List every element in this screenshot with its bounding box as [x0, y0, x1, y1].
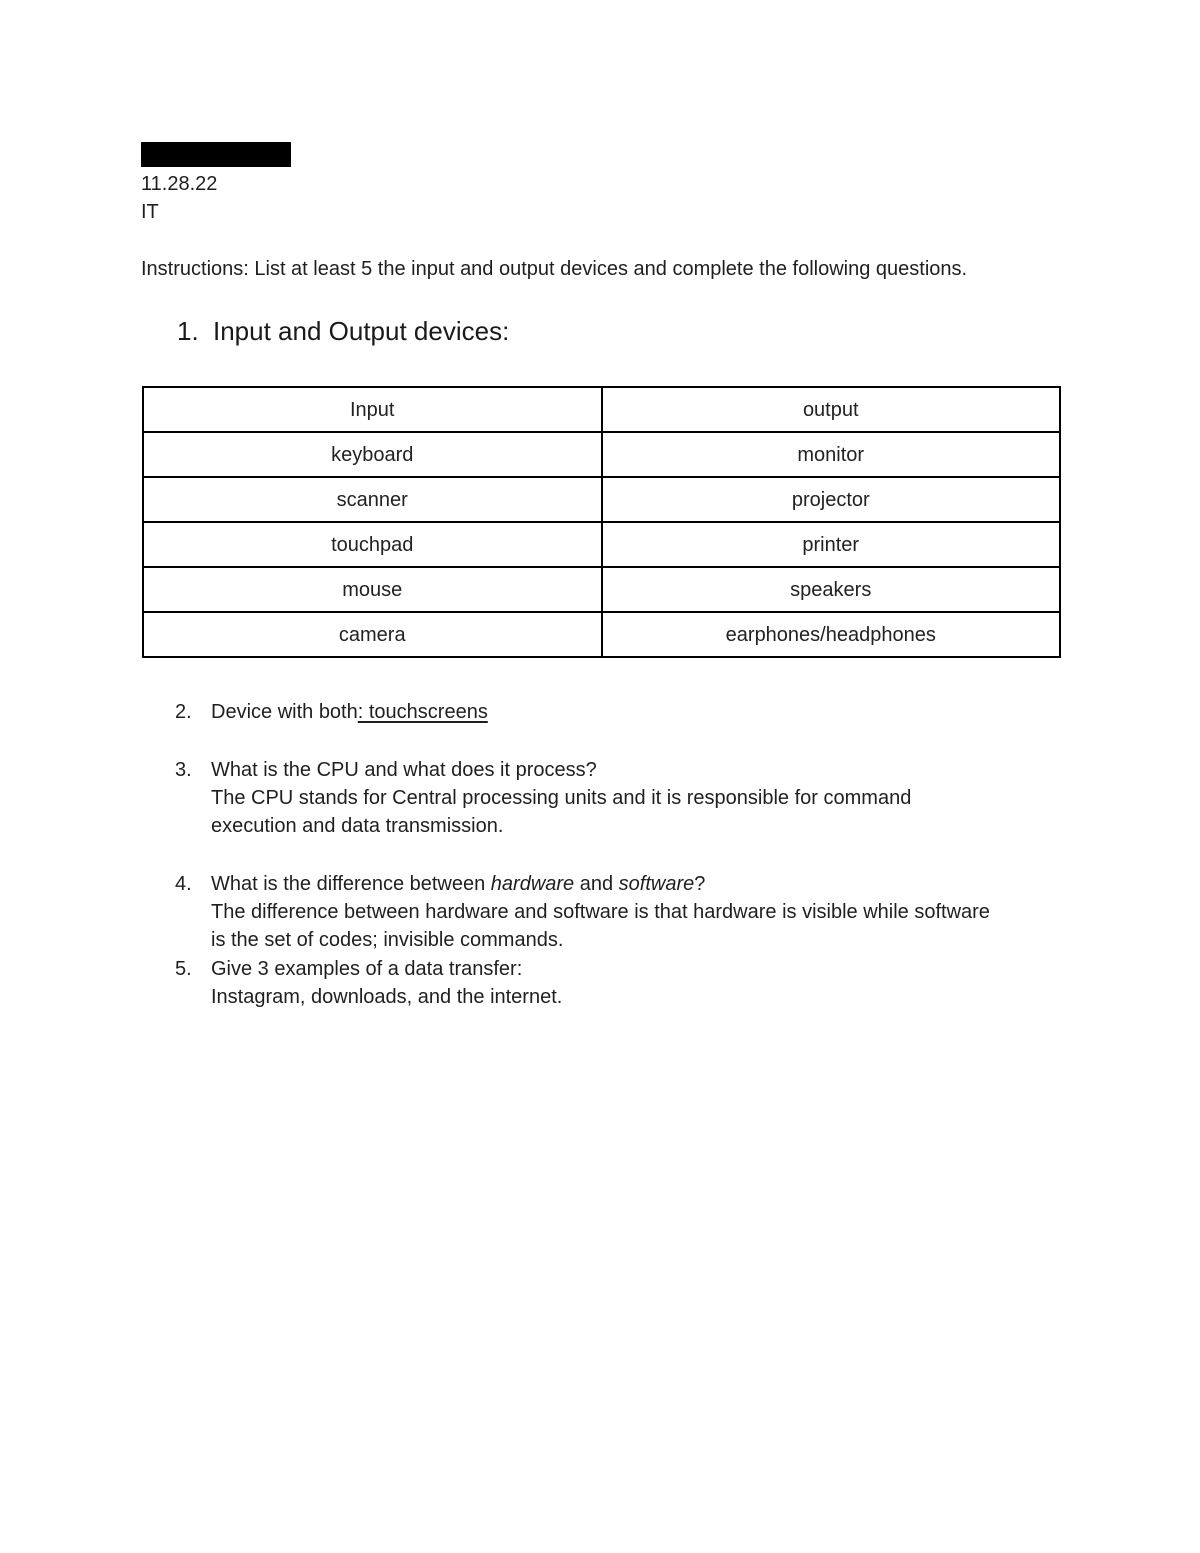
question-4-prompt-part: ?	[694, 873, 706, 895]
table-header-cell: output	[602, 387, 1061, 432]
question-4-prompt-part: and	[574, 873, 619, 895]
section-number: 1.	[177, 316, 199, 346]
table-row	[143, 477, 1060, 522]
question-2-number: 2.	[175, 701, 192, 723]
table-row	[143, 432, 1060, 477]
table-cell: scanner	[143, 477, 602, 522]
devices-table	[142, 386, 1061, 658]
question-5-answer: Instagram, downloads, and the internet.	[211, 986, 563, 1008]
table-row	[143, 522, 1060, 567]
table-cell: keyboard	[143, 432, 602, 477]
table-cell: earphones/headphones	[602, 612, 1061, 657]
question-5-number: 5.	[175, 958, 192, 980]
question-3-answer-line-1: The CPU stands for Central processing units and it is responsible for command	[211, 787, 912, 809]
question-4-emphasis-software: software	[618, 873, 695, 895]
redacted-name-bar	[141, 142, 291, 167]
subject-line: IT	[141, 201, 159, 223]
question-3-number: 3.	[175, 759, 192, 781]
question-4-answer-line-1: The difference between hardware and software is that hardware is visible while software	[211, 901, 990, 923]
question-4-number: 4.	[175, 873, 192, 895]
date-line: 11.28.22	[141, 173, 218, 195]
question-4-answer-line-2: is the set of codes; invisible commands.	[211, 929, 564, 951]
table-cell: projector	[602, 477, 1061, 522]
section-heading	[177, 313, 509, 349]
table-cell: touchpad	[143, 522, 602, 567]
question-2-prompt: Device with both	[211, 701, 358, 723]
table-row	[143, 612, 1060, 657]
question-2-answer: : touchscreens	[357, 701, 488, 723]
table-row	[143, 567, 1060, 612]
question-3-prompt: What is the CPU and what does it process?	[211, 759, 597, 781]
table-header-cell: Input	[143, 387, 602, 432]
question-4-prompt-part: What is the difference between	[211, 873, 491, 895]
table-cell: monitor	[602, 432, 1061, 477]
question-4-prompt	[211, 870, 705, 898]
table-cell: mouse	[143, 567, 602, 612]
table-cell: speakers	[602, 567, 1061, 612]
instructions-text: Instructions: List at least 5 the input and output devices and complete the following questions.	[141, 258, 968, 280]
question-2	[211, 698, 488, 726]
question-5-prompt: Give 3 examples of a data transfer:	[211, 958, 523, 980]
section-title: Input and Output devices:	[213, 316, 510, 346]
table-cell: camera	[143, 612, 602, 657]
table-header-row	[143, 387, 1060, 432]
question-4-emphasis-hardware: hardware	[490, 873, 575, 895]
question-3-answer-line-2: execution and data transmission.	[211, 815, 504, 837]
table-cell: printer	[602, 522, 1061, 567]
